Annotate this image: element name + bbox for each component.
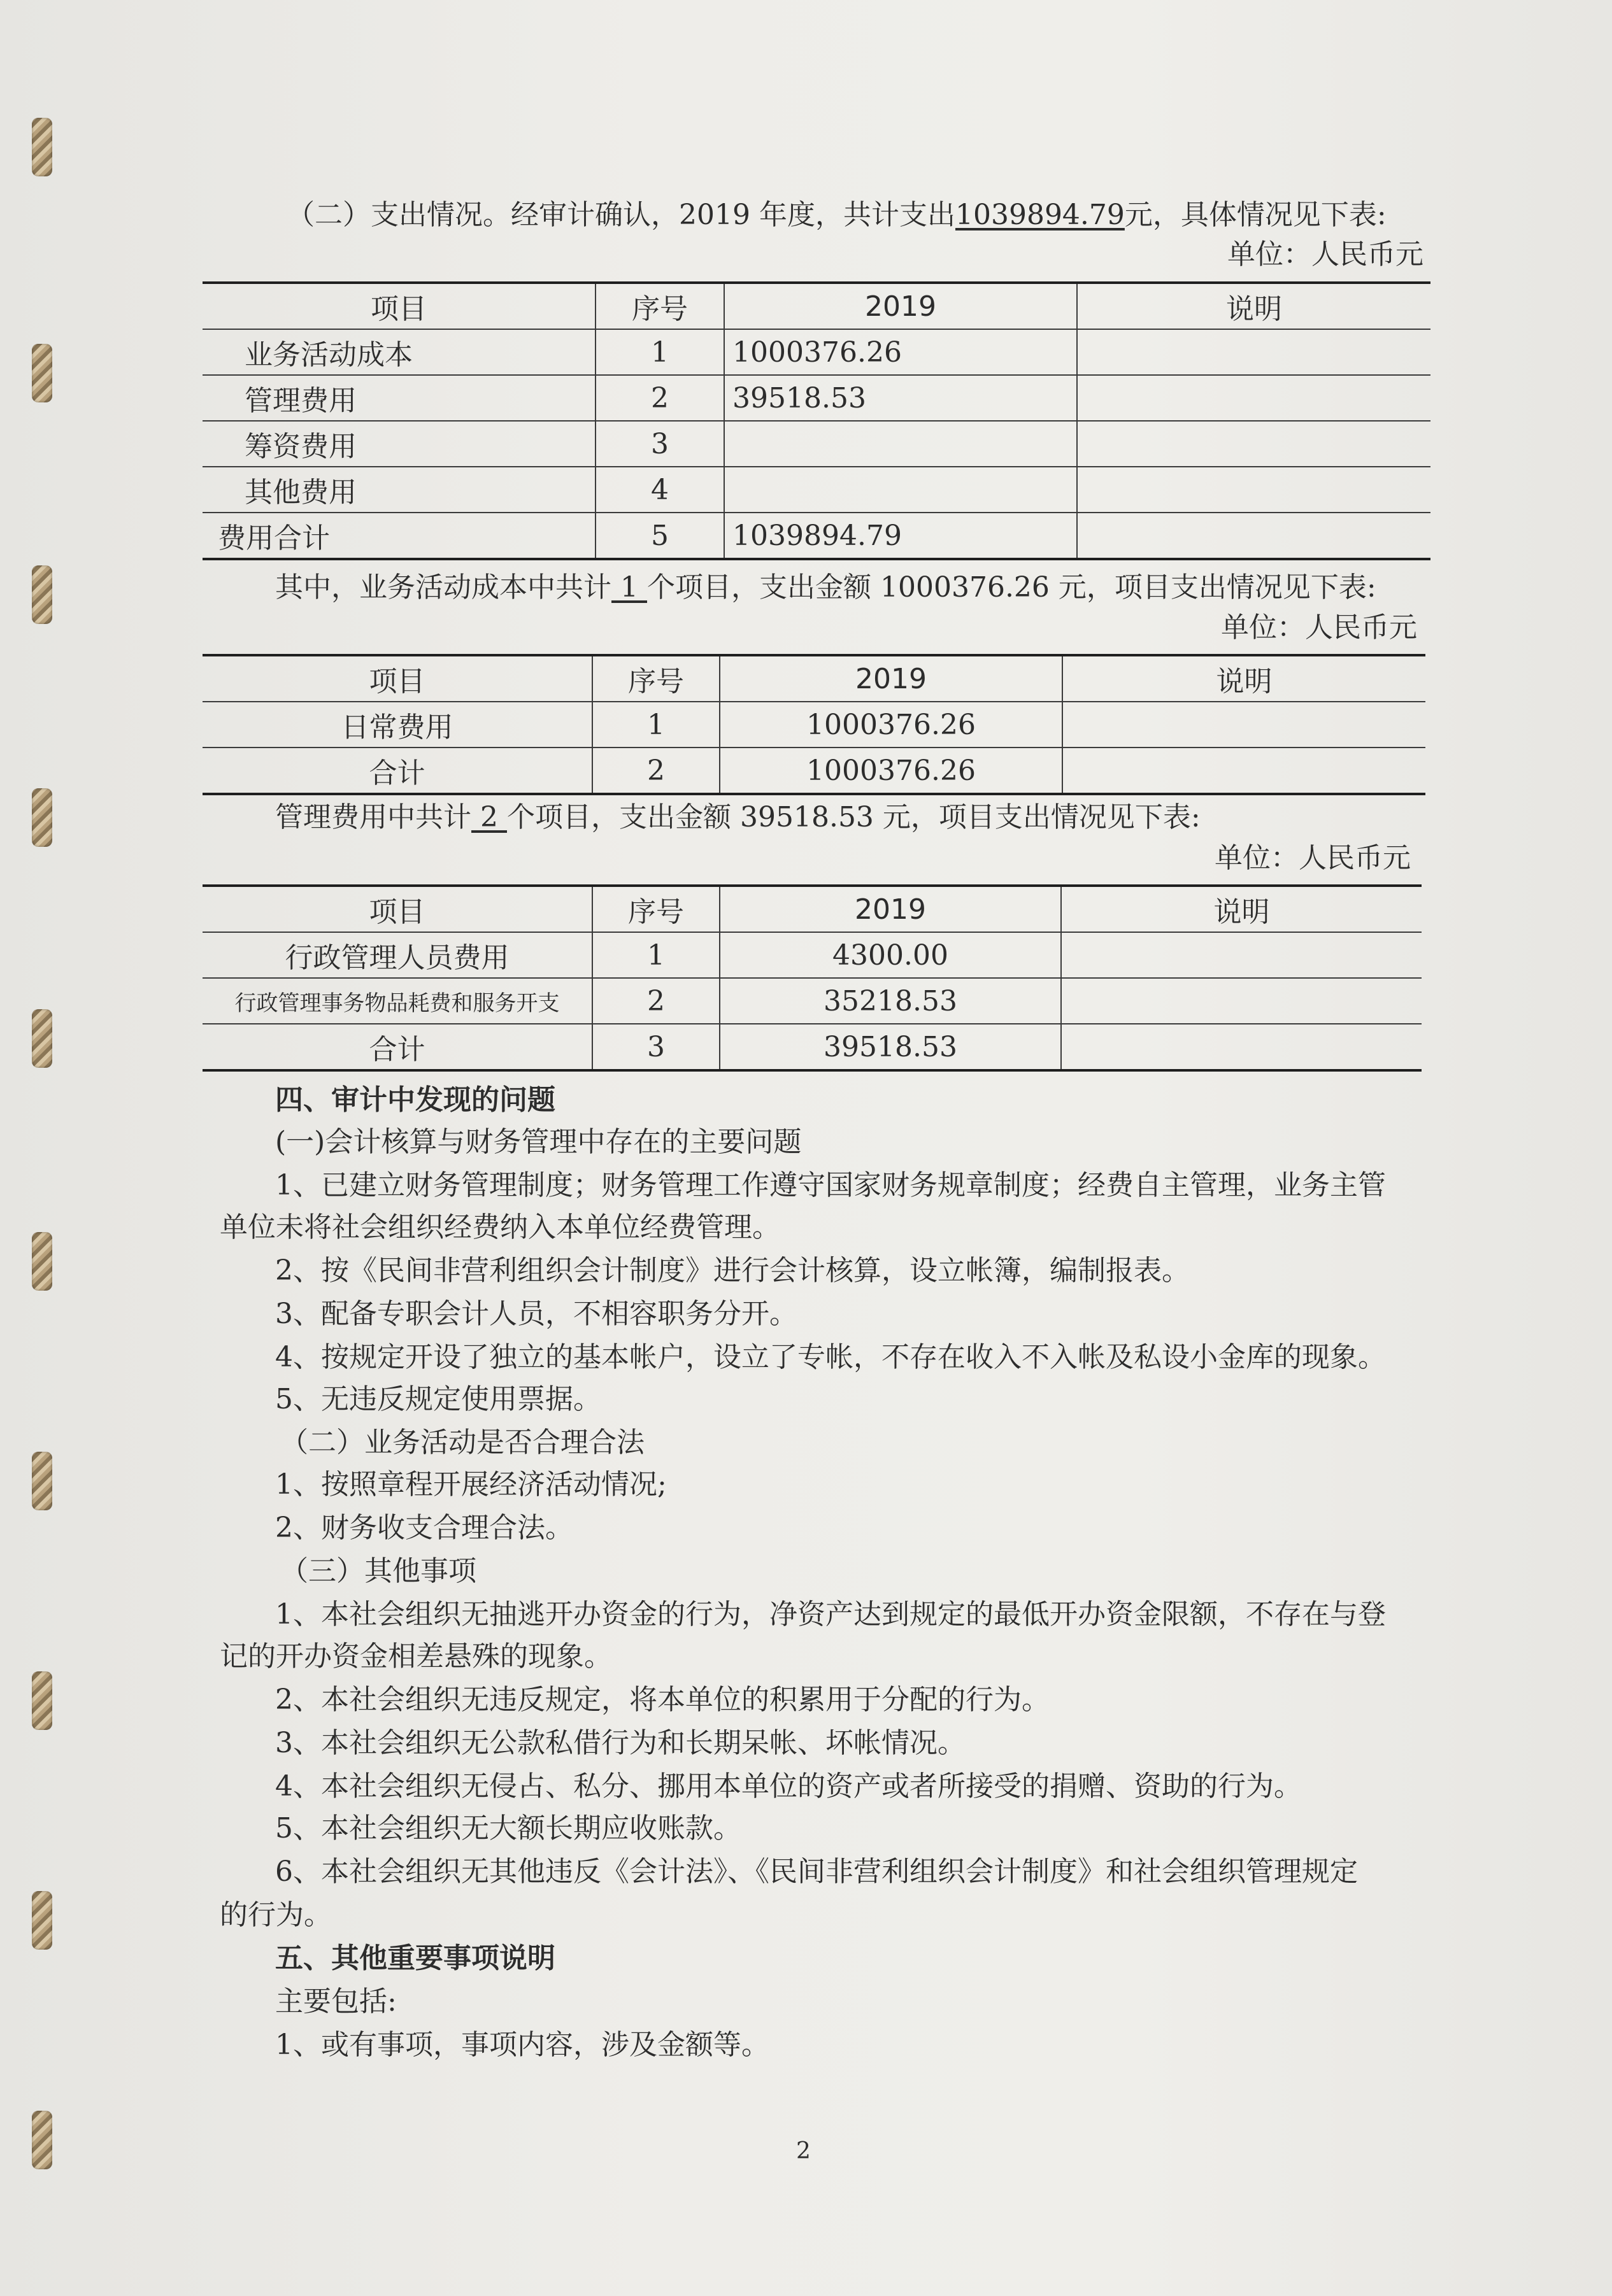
row-seq: 5 [596,513,724,559]
table-row [203,513,1430,559]
expense-summary-table [203,281,1430,560]
paragraph-line: 4、按规定开设了独立的基本帐户，设立了专帐，不存在收入不入帐及私设小金库的现象。 [275,1341,1386,1373]
row-seq: 3 [592,1024,720,1070]
row-value: 4300.00 [720,932,1061,978]
table-header-row [203,655,1425,702]
row-item: 合计 [203,748,592,794]
row-item: 管理费用 [203,375,596,421]
row-note [1077,513,1430,559]
table-row [203,1024,1422,1070]
row-value [724,467,1077,513]
subsection-heading: （三）其他事项 [280,1555,476,1587]
row-value: 35218.53 [720,978,1061,1024]
row-seq: 2 [592,748,720,794]
row-note [1077,421,1430,467]
table-row [203,421,1430,467]
sentence3-prefix: 管理费用中共计 [275,801,471,833]
paragraph-line: 3、本社会组织无公款私借行为和长期呆帐、坏帐情况。 [275,1727,966,1759]
col-header-year: 2019 [720,886,1061,932]
row-seq: 2 [596,375,724,421]
intro-prefix: （二）支出情况。经审计确认，2019 年度，共计支出 [287,199,955,231]
row-item: 筹资费用 [203,421,596,467]
row-seq: 1 [592,702,720,748]
row-value: 39518.53 [724,375,1077,421]
row-note [1062,702,1425,748]
project-count: 1 [620,571,638,604]
sentence2-prefix: 其中，业务活动成本中共计 [275,571,611,604]
total-expense-amount: 1039894.79 [955,199,1125,231]
row-item: 其他费用 [203,467,596,513]
sentence3-count [471,801,507,833]
row-note [1061,1024,1422,1070]
binding-hole [32,344,52,402]
paragraph-line: 5、无违反规定使用票据。 [275,1383,601,1415]
table-row [203,978,1422,1024]
binding-hole [32,1009,52,1068]
binding-hole [32,565,52,624]
col-header-note: 说明 [1061,886,1422,932]
paragraph-line: 记的开办资金相差悬殊的现象。 [220,1640,612,1673]
row-seq: 4 [596,467,724,513]
business-cost-sentence [275,570,1376,606]
row-item: 行政管理人员费用 [203,932,592,978]
paragraph-line: 1、已建立财务管理制度；财务管理工作遵守国家财务规章制度；经费自主管理，业务主管 [275,1169,1386,1201]
section-heading: 五、其他重要事项说明 [275,1942,555,1974]
paragraph-line: 1、按照章程开展经济活动情况; [275,1468,667,1501]
business-cost-table [203,654,1425,795]
intro-suffix: 元，具体情况见下表: [1124,199,1387,231]
row-seq: 3 [596,421,724,467]
col-header-seq: 序号 [592,886,720,932]
binding-hole [32,1891,52,1950]
row-seq: 1 [592,932,720,978]
paragraph-line: 主要包括: [275,1985,397,2018]
row-seq: 1 [596,329,724,375]
page-number: 2 [796,2138,811,2164]
row-note [1061,978,1422,1024]
paragraph-line: 1、本社会组织无抽逃开办资金的行为，净资产达到规定的最低开办资金限额，不存在与登 [275,1598,1386,1631]
sentence3-suffix: 个项目，支出金额 39518.53 元，项目支出情况见下表: [507,801,1201,833]
admin-cost-table [203,884,1422,1072]
binding-hole [32,788,52,847]
binding-hole [32,1671,52,1730]
unit-label: 单位：人民币元 [1215,842,1411,874]
table-row [203,467,1430,513]
table-row [203,329,1430,375]
row-note [1077,329,1430,375]
row-note [1061,932,1422,978]
row-seq: 2 [592,978,720,1024]
paragraph-line: 2、财务收支合理合法。 [275,1512,573,1544]
col-header-year: 2019 [720,655,1062,702]
project-count: 2 [480,801,498,833]
row-item: 费用合计 [203,513,596,559]
row-item: 业务活动成本 [203,329,596,375]
row-note [1062,748,1425,794]
row-item: 行政管理事务物品耗费和服务开支 [203,978,592,1024]
paragraph-line: 的行为。 [220,1899,332,1931]
row-item: 合计 [203,1024,592,1070]
row-note [1077,375,1430,421]
table-header-row [203,886,1422,932]
col-header-item: 项目 [203,886,592,932]
col-header-note: 说明 [1077,283,1430,329]
row-value: 1000376.26 [724,329,1077,375]
table-row [203,702,1425,748]
col-header-item: 项目 [203,283,596,329]
col-header-seq: 序号 [596,283,724,329]
binding-hole [32,2111,52,2169]
paragraph-line: 4、本社会组织无侵占、私分、挪用本单位的资产或者所接受的捐赠、资助的行为。 [275,1770,1302,1803]
unit-label: 单位：人民币元 [1227,238,1423,271]
binding-hole [32,118,52,176]
row-value [724,421,1077,467]
paragraph-line: 6、本社会组织无其他违反《会计法》、《民间非营利组织会计制度》和社会组织管理规定 [275,1855,1358,1888]
subsection-heading: (一)会计核算与财务管理中存在的主要问题 [275,1126,802,1158]
sentence2-count [611,571,647,604]
row-value: 39518.53 [720,1024,1061,1070]
paragraph-line: 1、或有事项，事项内容，涉及金额等。 [275,2029,769,2061]
col-header-item: 项目 [203,655,592,702]
paragraph-line: 3、配备专职会计人员，不相容职务分开。 [275,1298,797,1330]
binding-hole [32,1232,52,1291]
paragraph-line: 2、本社会组织无违反规定，将本单位的积累用于分配的行为。 [275,1683,1050,1716]
paragraph-line: 2、按《民间非营利组织会计制度》进行会计核算，设立帐簿，编制报表。 [275,1254,1190,1287]
paragraph-line: 5、本社会组织无大额长期应收账款。 [275,1812,741,1845]
col-header-seq: 序号 [592,655,720,702]
section-heading: 四、审计中发现的问题 [275,1084,555,1116]
row-value: 1039894.79 [724,513,1077,559]
paragraph-line: 单位未将社会组织经费纳入本单位经费管理。 [220,1211,780,1244]
row-value: 1000376.26 [720,748,1062,794]
table-header-row [203,283,1430,329]
row-item: 日常费用 [203,702,592,748]
sentence2-suffix: 个项目，支出金额 1000376.26 元，项目支出情况见下表: [647,571,1376,604]
binding-hole [32,1452,52,1510]
col-header-year: 2019 [724,283,1077,329]
expense-intro [287,197,1387,233]
row-note [1077,467,1430,513]
unit-label: 单位：人民币元 [1221,611,1417,644]
col-header-note: 说明 [1062,655,1425,702]
table-row [203,748,1425,794]
subsection-heading: （二）业务活动是否合理合法 [280,1426,645,1459]
table-row [203,932,1422,978]
table-row [203,375,1430,421]
row-value: 1000376.26 [720,702,1062,748]
admin-cost-sentence [275,800,1201,835]
